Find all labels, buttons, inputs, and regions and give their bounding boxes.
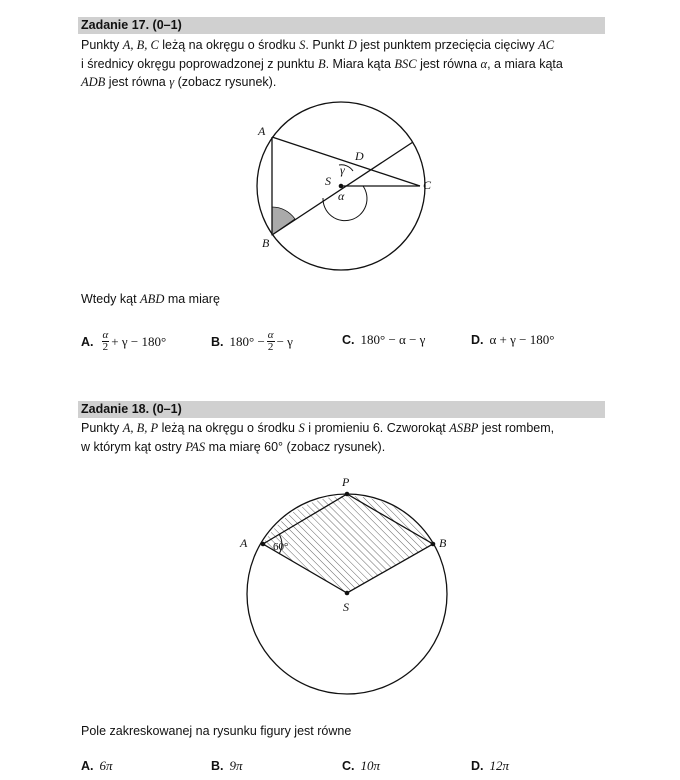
task17-angle-abd-shade <box>272 207 295 235</box>
task17-line1: Punkty A, B, C leżą na okręgu o środku S. Punkt D jest punktem przecięcia cięciwy AC <box>81 38 555 52</box>
task17-option-a[interactable]: A. $\frac{\alpha}{2}$ + γ − 180° <box>81 329 167 353</box>
task17-label-gamma: γ <box>340 163 345 177</box>
task17-label-d: D <box>355 149 364 163</box>
task17-option-c[interactable]: C. 180° − α − γ <box>342 332 426 347</box>
task18-shaded-rhombus <box>263 494 433 593</box>
task18-label-angle: 60° <box>273 541 289 553</box>
task18-point-a <box>261 542 266 547</box>
task17-line3: ADB jest równa γ (zobacz rysunek). <box>81 75 277 89</box>
task17-option-b[interactable]: B. 180° − $\frac{\alpha}{2}$ − γ <box>211 329 293 353</box>
task17-option-b-fraction: $\frac{\alpha}{2}$ <box>267 329 274 353</box>
task17-line2: i średnicy okręgu poprowadzonej z punktu B. Miara kąta BSC jest równa α, a miara kąta <box>81 56 563 71</box>
task17-option-d[interactable]: D. α + γ − 180° <box>471 332 555 347</box>
task17-label-a: A <box>258 124 266 138</box>
task18-question: Pole zakreskowanej na rysunku figury jest równe <box>81 724 352 738</box>
task18-option-c[interactable]: C. 10π <box>342 758 381 773</box>
task17-header: Zadanie 17. (0–1) <box>78 17 605 34</box>
task18-label-p: P <box>342 475 350 489</box>
task18-point-b <box>431 542 436 547</box>
task18-option-d[interactable]: D. 12π <box>471 758 510 773</box>
task18-line2: w którym kąt ostry PAS ma miarę 60° (zobacz rysunek). <box>81 439 386 454</box>
task18-label-a: A <box>240 536 248 550</box>
task17-label-c: C <box>423 178 432 192</box>
task18-text <box>81 419 611 456</box>
task17-label-b: B <box>262 236 270 250</box>
task18-option-b[interactable]: B. 9π <box>211 758 243 773</box>
task18-label-b: B <box>439 536 447 550</box>
task18-header: Zadanie 18. (0–1) <box>78 401 605 418</box>
task18-line1: Punkty A, B, P leżą na okręgu o środku S i promieniu 6. Czworokąt ASBP jest rombem, <box>81 421 555 435</box>
task18-option-a[interactable]: A. 6π <box>81 758 113 773</box>
task18-label-s: S <box>343 600 349 614</box>
task17-label-s: S <box>325 174 331 188</box>
task17-option-a-fraction: $\frac{\alpha}{2}$ <box>102 329 109 353</box>
task17-angle-alpha-arc <box>323 186 367 221</box>
task17-label-alpha: α <box>338 189 345 203</box>
task17-point-s <box>339 184 344 189</box>
task18-point-s <box>345 591 350 596</box>
task18-point-p <box>345 492 350 497</box>
task17-question: Wtedy kąt ABD ma miarę <box>81 292 220 306</box>
task17-chord-ac <box>272 137 420 186</box>
